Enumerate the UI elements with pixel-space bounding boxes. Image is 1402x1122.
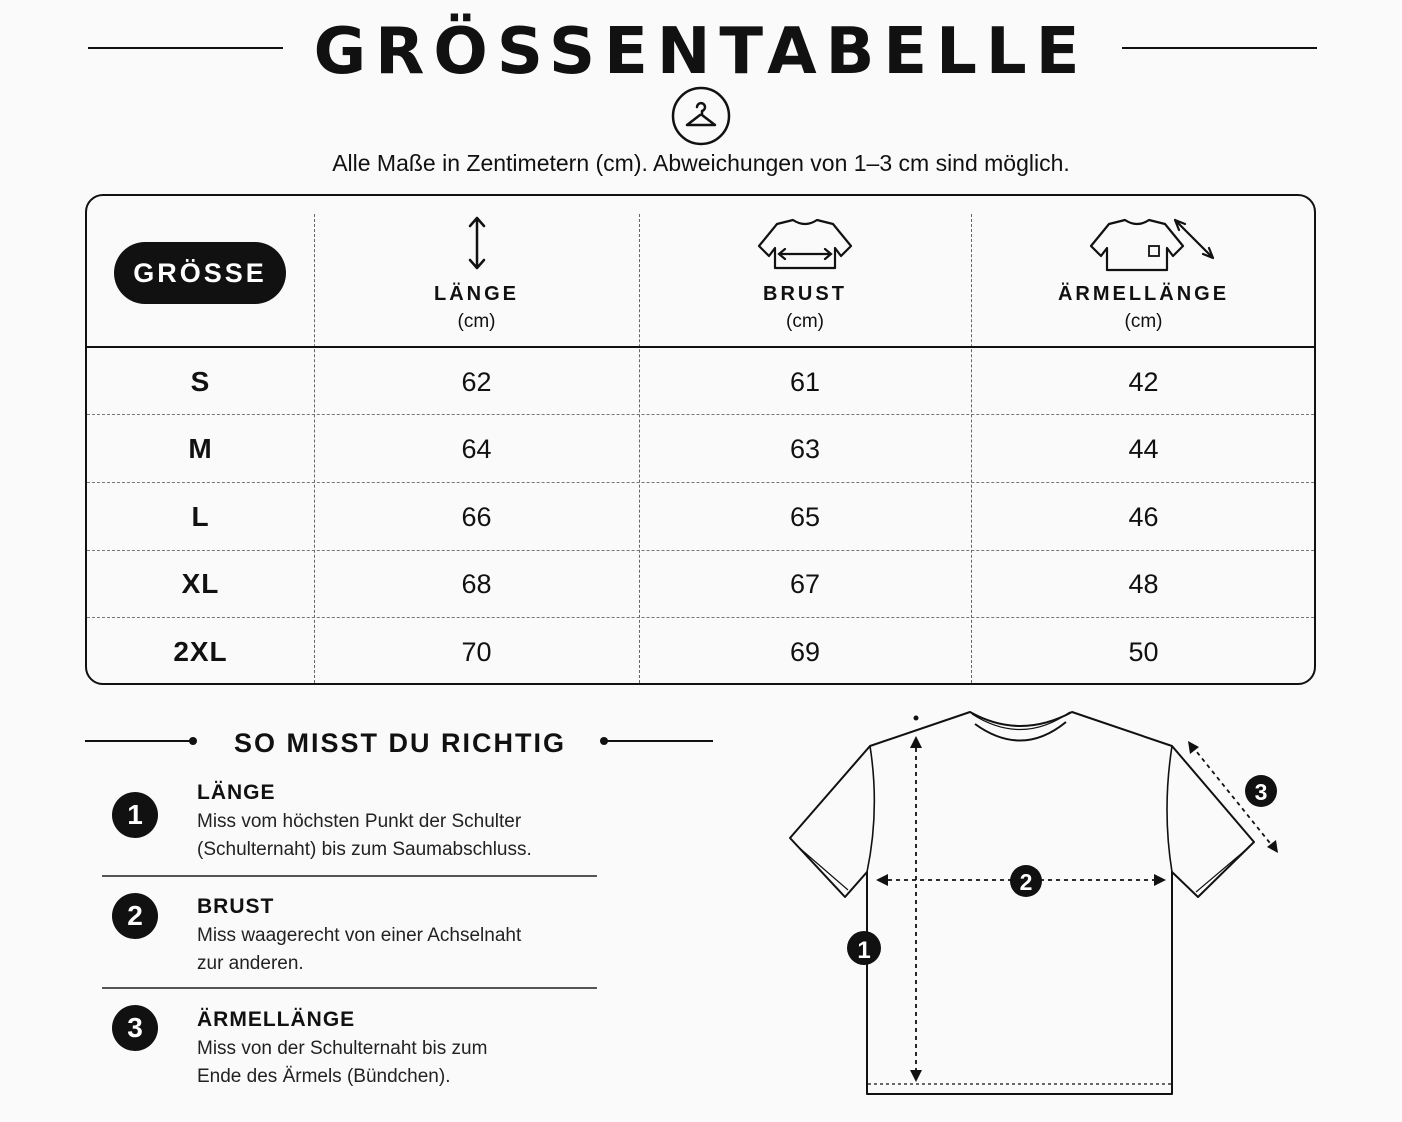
- table-cell: 42: [1128, 367, 1159, 397]
- table-cell: 69: [789, 637, 821, 667]
- table-cell: 68: [461, 569, 492, 599]
- sleeve-seam: [867, 746, 874, 872]
- step-title: LÄNGE: [197, 781, 276, 804]
- size-header-pill: GRÖSSE: [114, 242, 286, 304]
- column-unit: (cm): [457, 311, 496, 332]
- shirt-chest-icon: [755, 216, 855, 272]
- table-cell: 63: [789, 434, 821, 464]
- size-cell: M: [188, 433, 213, 464]
- arrow-head: [910, 736, 922, 748]
- size-cell: 2XL: [173, 636, 228, 667]
- section-rule-left: [85, 740, 193, 742]
- column-header-brust: BRUST: [763, 283, 847, 305]
- step-text: Ende des Ärmels (Bündchen).: [197, 1066, 451, 1087]
- section-dot: [189, 737, 197, 745]
- length-arrow-icon: [462, 214, 492, 274]
- hanger-icon: [671, 86, 731, 146]
- marker-label: 3: [1254, 779, 1268, 805]
- table-cell: 61: [789, 367, 821, 397]
- table-cell: 62: [461, 367, 492, 397]
- step-divider: [102, 987, 597, 989]
- size-cell: L: [191, 501, 210, 532]
- step-number: 2: [112, 893, 158, 939]
- step-text: (Schulternaht) bis zum Saumabschluss.: [197, 839, 532, 860]
- step-text: Miss vom höchsten Punkt der Schulter: [197, 811, 522, 832]
- table-cell: 66: [461, 502, 492, 532]
- table-cell: 70: [461, 637, 492, 667]
- arrow-head: [1154, 874, 1166, 886]
- step-number: 1: [112, 792, 158, 838]
- table-cell: 65: [789, 502, 821, 532]
- size-table: [85, 194, 1316, 685]
- arrow-head: [876, 874, 888, 886]
- how-to-title: SO MISST DU RICHTIG: [233, 728, 566, 758]
- table-cell: 48: [1128, 569, 1159, 599]
- tshirt-collar: [975, 722, 1066, 741]
- step-text: zur anderen.: [197, 953, 304, 974]
- column-header-aermellaenge: ÄRMELLÄNGE: [1057, 283, 1230, 305]
- sleeve-seam: [1167, 746, 1172, 872]
- step-text: Miss waagerecht von einer Achselnaht: [197, 925, 522, 946]
- page-title: GRÖSSENTABELLE: [313, 15, 1089, 89]
- marker-label: 1: [857, 937, 871, 964]
- table-cell: 44: [1128, 434, 1159, 464]
- size-cell: XL: [181, 568, 220, 599]
- step-number: 3: [112, 1005, 158, 1051]
- column-header-laenge: LÄNGE: [434, 283, 519, 305]
- column-unit: (cm): [1124, 311, 1163, 332]
- section-rule-right: [606, 740, 713, 742]
- table-cell: 64: [461, 434, 492, 464]
- shirt-sleeve-icon: [1087, 214, 1227, 274]
- tshirt-measurement-diagram: [780, 705, 1300, 1105]
- table-cell: 50: [1128, 637, 1159, 667]
- tshirt-outline: [790, 712, 1254, 1094]
- step-text: Miss von der Schulternaht bis zum: [197, 1038, 488, 1059]
- arrow-head: [910, 1070, 922, 1082]
- step-title: BRUST: [197, 895, 275, 918]
- marker-label: 2: [1019, 869, 1033, 895]
- step-divider: [102, 875, 597, 877]
- step-title: ÄRMELLÄNGE: [197, 1008, 356, 1031]
- page-subtitle: Alle Maße in Zentimetern (cm). Abweichungen von 1–3 cm sind möglich.: [332, 150, 1070, 176]
- column-unit: (cm): [786, 311, 824, 332]
- size-cell: S: [190, 366, 211, 397]
- table-cell: 67: [789, 569, 821, 599]
- table-cell: 46: [1128, 502, 1159, 532]
